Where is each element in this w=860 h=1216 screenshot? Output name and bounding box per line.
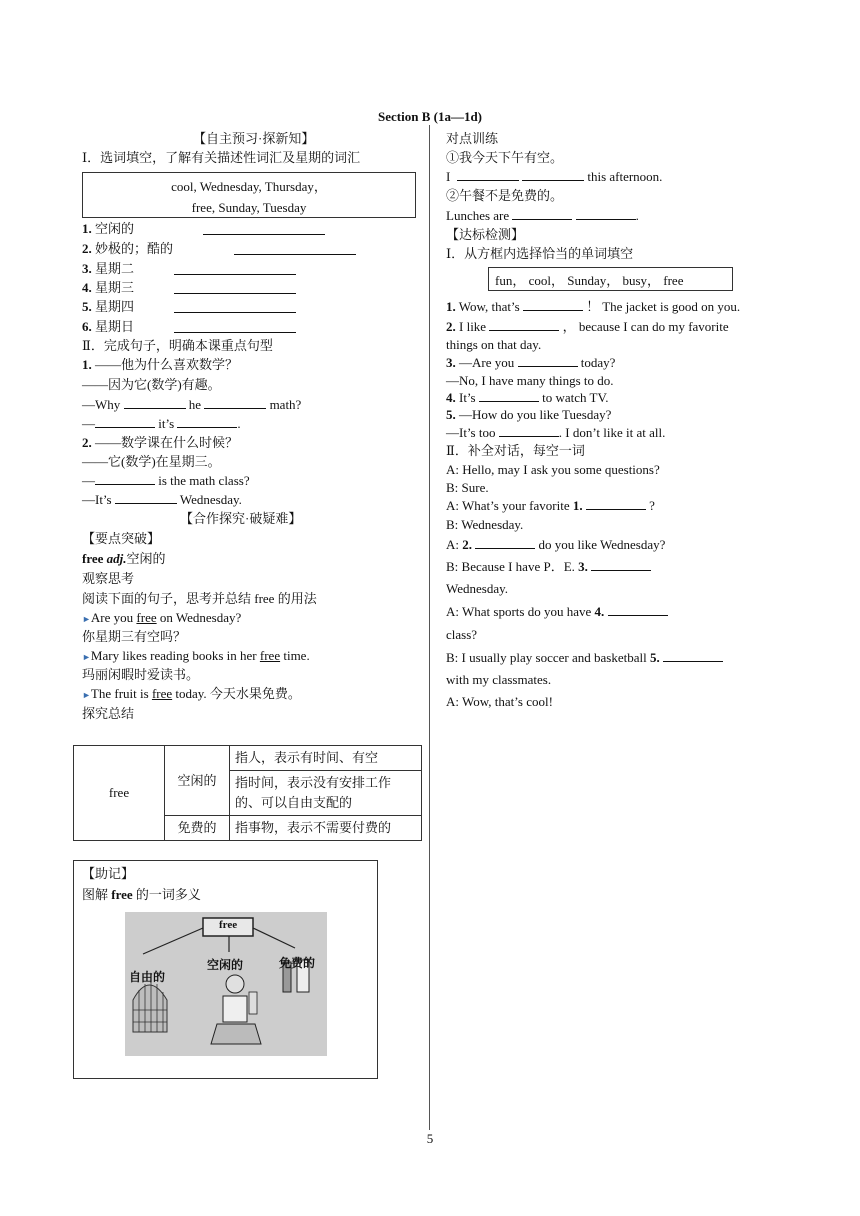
table-sense1-a: 指人，表示有时间、有空 — [230, 746, 422, 771]
pic-ziyou-label: 自由的 — [129, 970, 166, 984]
ex1-a: Are you — [90, 610, 137, 625]
test-number: 3. — [446, 355, 456, 370]
summary-label: 探究总结 — [82, 706, 135, 721]
memo-a: 图解 — [82, 887, 112, 902]
arrow-icon: ► — [82, 652, 91, 662]
item-number: 4. — [82, 280, 92, 295]
answer-blank[interactable] — [523, 298, 583, 311]
t1-b: ！ The jacket is good on you. — [586, 299, 741, 314]
test-word-box-text: fun， cool， Sunday， busy， free — [495, 273, 684, 288]
answer-blank[interactable] — [203, 222, 325, 235]
free-meanings-illustration — [125, 912, 327, 1056]
dialog-number: 4. — [594, 604, 605, 619]
pic-mianfei-label: 免费的 — [279, 956, 316, 970]
item-4 — [82, 279, 134, 296]
q1-cn — [82, 356, 238, 373]
answer-blank[interactable] — [457, 168, 519, 181]
test-number: 4. — [446, 390, 456, 405]
dlg5-a: A: — [446, 537, 459, 552]
drill-2-cn: ②午餐不是免费的。 — [446, 188, 564, 203]
q2-number: 2. — [82, 435, 92, 450]
example-1 — [82, 609, 241, 628]
answer-blank[interactable] — [234, 242, 356, 255]
q2-en2-a: —It’s — [82, 492, 112, 507]
read-prompt: 阅读下面的句子，思考并总结 free 的用法 — [82, 591, 317, 606]
dlg3-a: A: What’s your favorite — [446, 498, 570, 513]
q1-en2-c: . — [237, 416, 241, 431]
item-1 — [82, 220, 134, 237]
item-text: 空闲的 — [95, 221, 135, 236]
example-1-cn: 你星期三有空吗？ — [82, 629, 187, 644]
table-sense1-b1: 指时间，表示没有安排工作 — [235, 775, 392, 790]
example-3 — [82, 685, 301, 704]
ex1-u: free — [136, 610, 157, 625]
ex2-a: Mary likes reading books in her — [90, 648, 260, 663]
answer-blank[interactable] — [479, 389, 539, 402]
free-pos: adj. — [106, 551, 127, 566]
drill-heading: 对点训练 — [446, 131, 499, 146]
dialog-8-cont: with my classmates. — [446, 672, 552, 687]
ex3-u: free — [151, 686, 173, 701]
page-number: 5 — [426, 1131, 434, 1146]
q1-en2-a: — — [82, 416, 95, 431]
answer-blank[interactable] — [576, 207, 636, 220]
item-6 — [82, 318, 134, 335]
q1-cn-text: ——他为什么喜欢数学？ — [95, 357, 239, 372]
pic-free-label: free — [219, 919, 238, 931]
ex3-b: today. 今天水果免费。 — [172, 686, 301, 701]
part2-heading: Ⅱ．完成句子，明确本课重点句型 — [82, 338, 273, 353]
word-box-line2: free, Sunday, Tuesday — [191, 200, 307, 215]
q1-en1-c: math? — [269, 397, 302, 412]
d2-b: . — [635, 208, 639, 223]
dlg5-b: do you like Wednesday? — [538, 537, 666, 552]
q1-en1-a: —Why — [82, 397, 121, 412]
answer-blank[interactable] — [489, 318, 559, 331]
t1-a: Wow, that’s — [458, 299, 520, 314]
table-sense1: 空闲的 — [165, 746, 230, 816]
item-text: 星期四 — [95, 299, 135, 314]
preview-heading: 【自主预习·探新知】 — [193, 131, 315, 146]
dlg3-b: ? — [649, 498, 655, 513]
dialog-5 — [446, 536, 665, 553]
example-2-cn: 玛丽闲暇时爱读书。 — [82, 667, 200, 682]
table-sense1-b2: 的、可以自由支配的 — [235, 795, 353, 810]
dialog-1: A: Hello, may I ask you some questions? — [446, 462, 660, 477]
item-3 — [82, 260, 134, 277]
drill-2-en — [446, 207, 639, 224]
test-item-3 — [446, 354, 615, 371]
word-box-line1: cool, Wednesday, Thursday， — [171, 179, 327, 194]
dialog-6 — [446, 558, 651, 575]
test-number: 1. — [446, 299, 456, 314]
dialog-7-cont: class? — [446, 627, 478, 642]
dialog-number: 3. — [578, 559, 588, 574]
test-word-box — [488, 267, 733, 291]
q2-en1 — [82, 472, 250, 489]
test-item-1 — [446, 298, 740, 315]
answer-blank[interactable] — [586, 497, 646, 510]
t2-a: I like — [459, 319, 487, 334]
dialog-7 — [446, 603, 668, 620]
item-2 — [82, 240, 173, 257]
answer-blank[interactable] — [518, 354, 578, 367]
answer-blank[interactable] — [174, 300, 296, 313]
memo-heading: 【助记】 — [82, 866, 135, 881]
q2-en2-b: Wednesday. — [179, 492, 242, 507]
answer-blank[interactable] — [204, 396, 266, 409]
test2-heading: Ⅱ．补全对话，每空一词 — [446, 443, 585, 458]
key-heading: 【要点突破】 — [82, 531, 161, 546]
item-number: 6. — [82, 319, 92, 334]
memo-line — [82, 886, 201, 903]
t3-b: today? — [580, 355, 616, 370]
t4-a: It’s — [459, 390, 476, 405]
test-item-2 — [446, 318, 729, 335]
item-number: 1. — [82, 221, 92, 236]
answer-blank[interactable] — [522, 168, 584, 181]
answer-blank[interactable] — [115, 491, 177, 504]
t5-b: —It’s too — [446, 425, 496, 440]
part1-heading: Ⅰ．选词填空，了解有关描述性词汇及星期的词汇 — [82, 150, 361, 165]
answer-blank[interactable] — [174, 320, 296, 333]
item-text: 星期三 — [95, 280, 135, 295]
q2-cn-text: ——数学课在什么时候？ — [95, 435, 239, 450]
answer-blank[interactable] — [512, 207, 572, 220]
dialog-6-cont: Wednesday. — [446, 581, 509, 596]
q2-en1-a: — — [82, 473, 95, 488]
free-definition — [82, 550, 166, 567]
page-title: Section B (1a—1d) — [378, 109, 482, 124]
memo-c: 的一词多义 — [132, 887, 201, 902]
dialog-number: 5. — [649, 650, 660, 665]
test-item-3-answer: —No, I have many things to do. — [446, 373, 614, 388]
table-word: free — [74, 746, 165, 841]
free-usage-table — [73, 745, 422, 841]
t2-b: ， because I can do my favorite — [562, 319, 729, 334]
answer-blank[interactable] — [499, 424, 559, 437]
test-item-5-answer — [446, 424, 665, 441]
ex1-b: on Wednesday? — [156, 610, 242, 625]
table-sense2-a: 指事物，表示不需要付费的 — [230, 816, 422, 841]
table-sense2: 免费的 — [165, 816, 230, 841]
explore-heading: 【合作探究·破疑难】 — [180, 511, 302, 526]
answer-blank[interactable] — [591, 558, 651, 571]
pic-kongxian-label: 空闲的 — [207, 958, 244, 972]
q1-en2 — [82, 415, 241, 432]
observe-label: 观察思考 — [82, 571, 135, 586]
d2-a: Lunches are — [446, 208, 510, 223]
item-number: 5. — [82, 299, 92, 314]
dlg8-a: B: I usually play soccer and basketball — [446, 650, 647, 665]
q1-en1 — [82, 396, 301, 413]
column-divider — [429, 125, 430, 1130]
dialog-number: 2. — [462, 537, 472, 552]
t5-c: . I don’t like it at all. — [558, 425, 666, 440]
free-meaning: 空闲的 — [126, 551, 166, 566]
test-number: 2. — [446, 319, 456, 334]
item-text: 星期日 — [95, 319, 135, 334]
answer-blank[interactable] — [177, 415, 237, 428]
item-number: 2. — [82, 241, 92, 256]
drill-1-cn: ①我今天下午有空。 — [446, 150, 564, 165]
table-sense1-b — [230, 771, 422, 816]
item-text: 妙极的；酷的 — [95, 241, 174, 256]
example-2 — [82, 647, 310, 666]
q1-en2-b: it’s — [158, 416, 175, 431]
answer-blank[interactable] — [124, 396, 186, 409]
arrow-icon: ► — [82, 690, 91, 700]
item-5 — [82, 298, 134, 315]
q1-number: 1. — [82, 357, 92, 372]
ex3-a: The fruit is — [90, 686, 152, 701]
word-box — [82, 172, 416, 218]
q2-cn2: ——它(数学)在星期三。 — [82, 454, 221, 469]
q1-en1-b: he — [188, 397, 202, 412]
answer-blank[interactable] — [663, 649, 723, 662]
drill-1-en — [446, 168, 662, 185]
dialog-2: B: Sure. — [446, 480, 489, 495]
dlg7-a: A: What sports do you have — [446, 604, 592, 619]
dialog-3 — [446, 497, 655, 514]
test-item-2-cont: things on that day. — [446, 337, 542, 352]
item-text: 星期二 — [95, 261, 135, 276]
test1-heading: Ⅰ．从方框内选择恰当的单词填空 — [446, 246, 634, 261]
free-word: free — [82, 551, 104, 566]
answer-blank[interactable] — [174, 262, 296, 275]
q2-cn — [82, 434, 238, 451]
dialog-8 — [446, 649, 723, 666]
q2-en2 — [82, 491, 242, 508]
answer-blank[interactable] — [608, 603, 668, 616]
test-item-5 — [446, 406, 611, 423]
arrow-icon: ► — [82, 614, 91, 624]
item-number: 3. — [82, 261, 92, 276]
dialog-9: A: Wow, that’s cool! — [446, 694, 553, 709]
t3-a: —Are you — [459, 355, 515, 370]
answer-blank[interactable] — [95, 472, 155, 485]
d1-a: I — [446, 169, 451, 184]
dlg6-a: B: Because I have P．E. — [446, 559, 575, 574]
t5-a: —How do you like Tuesday? — [459, 407, 612, 422]
ex2-u: free — [259, 648, 281, 663]
ex2-b: time. — [280, 648, 310, 663]
dialog-number: 1. — [572, 498, 583, 513]
answer-blank[interactable] — [95, 415, 155, 428]
answer-blank[interactable] — [174, 281, 296, 294]
q1-cn2: ——因为它(数学)有趣。 — [82, 377, 221, 392]
d1-b: this afternoon. — [587, 169, 663, 184]
dialog-4: B: Wednesday. — [446, 517, 524, 532]
memo-b: free — [111, 887, 133, 902]
test-item-4 — [446, 389, 608, 406]
q2-en1-b: is the math class? — [158, 473, 250, 488]
answer-blank[interactable] — [475, 536, 535, 549]
test-heading: 【达标检测】 — [446, 227, 525, 242]
t4-b: to watch TV. — [542, 390, 609, 405]
test-number: 5. — [446, 407, 456, 422]
